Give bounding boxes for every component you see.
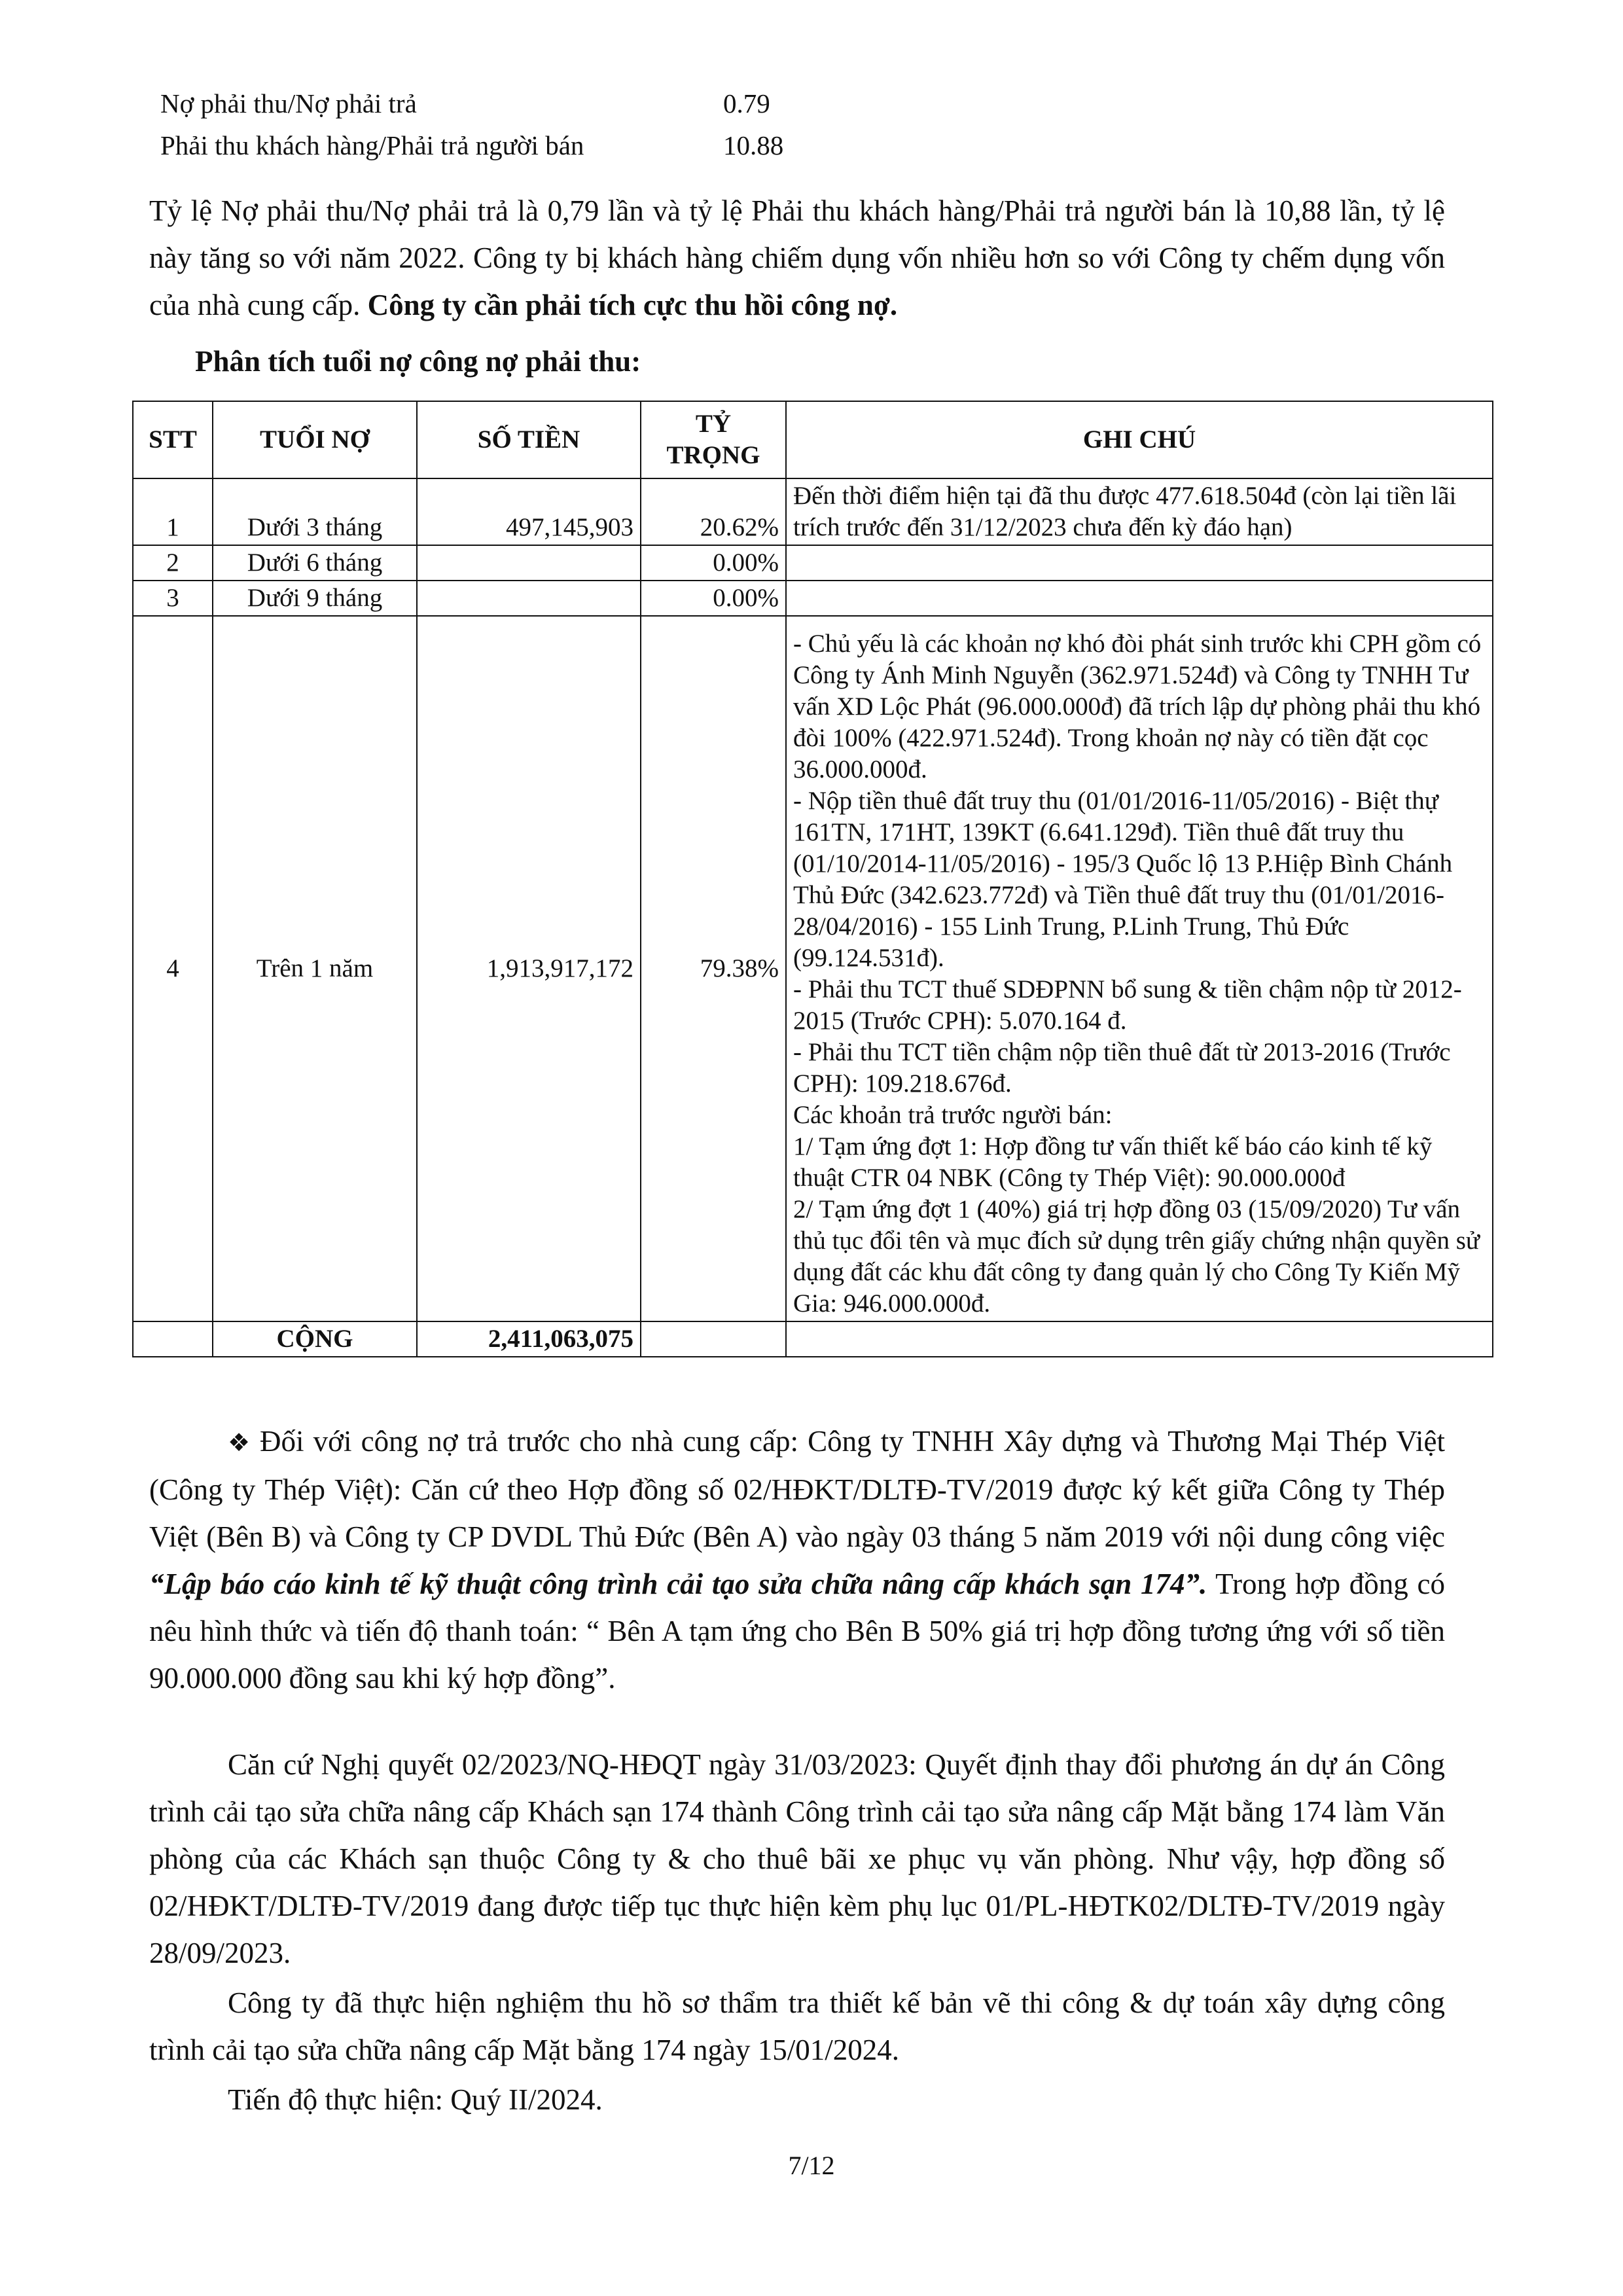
cell-weight: 0.00%	[641, 545, 786, 581]
cell-amount	[417, 581, 641, 616]
cell-weight: 20.62%	[641, 478, 786, 545]
cell-note	[786, 1321, 1493, 1357]
ratio-value: 0.79	[723, 88, 770, 118]
cell-note	[786, 545, 1493, 581]
cell-amount: 497,145,903	[417, 478, 641, 545]
table-row	[133, 616, 1493, 1321]
cell-weight: 79.38%	[641, 616, 786, 1321]
cell-age: Dưới 3 tháng	[213, 478, 417, 545]
table-row	[133, 581, 1493, 616]
total-label: CỘNG	[213, 1321, 417, 1357]
header-stt: STT	[133, 401, 213, 478]
table-row	[133, 478, 1493, 545]
diamond-bullet-icon: ❖	[228, 1428, 252, 1457]
cell-stt: 1	[133, 478, 213, 545]
header-amount: SỐ TIỀN	[417, 401, 641, 478]
intro-paragraph	[149, 187, 1445, 329]
ratio-label: Nợ phải thu/Nợ phải trả	[160, 88, 417, 118]
table-header-row	[133, 401, 1493, 478]
note-line: - Phải thu TCT thuế SDĐPNN bổ sung & tiền chậm nộp từ 2012-2015 (Trước CPH): 5.070.164 đ.	[793, 975, 1462, 1035]
header-age: TUỔI NỢ	[213, 401, 417, 478]
table-row	[133, 545, 1493, 581]
ratio-label: Phải thu khách hàng/Phải trả người bán	[160, 130, 584, 160]
body-paragraph: Tiến độ thực hiện: Quý II/2024.	[228, 2083, 603, 2116]
bullet-paragraph	[149, 1418, 1445, 1702]
note-line: 1/ Tạm ứng đợt 1: Hợp đồng tư vấn thiết kế báo cáo kinh tế kỹ thuật CTR 04 NBK (Công ty Thép Việt): 90.000.000đ	[793, 1132, 1433, 1192]
cell-note	[786, 616, 1493, 1321]
note-line: - Nộp tiền thuê đất truy thu (01/01/2016-11/05/2016) - Biệt thự 161TN, 171HT, 139KT (6.641.129đ). Tiền thuê đất truy thu (01/10/2014-11/05/2016) - 195/3 Quốc lộ 13 P.Hiệp Bình Chánh Thủ Đức (342.623.772đ) và Tiền thuê đất truy thu (01/01/2016-28/04/2016) - 155 Linh Trung, P.Linh Trung, Thủ Đức (99.124.531đ).	[793, 787, 1453, 972]
table-title: Phân tích tuổi nợ công nợ phải thu:	[195, 345, 641, 378]
cell-stt: 2	[133, 545, 213, 581]
ratio-value: 10.88	[723, 130, 784, 160]
intro-highlight: Công ty cần phải tích cực thu hồi công nợ.	[367, 289, 898, 321]
note-line: - Phải thu TCT tiền chậm nộp tiền thuê đất từ 2013-2016 (Trước CPH): 109.218.676đ.	[793, 1038, 1451, 1098]
note-line: 2/ Tạm ứng đợt 1 (40%) giá trị hợp đồng 03 (15/09/2020) Tư vấn thủ tục đổi tên và mục đích sử dụng trên giấy chứng nhận quyền sử dụng đất các khu đất công ty đang quản lý cho Công Ty Kiến Mỹ Gia: 946.000.000đ.	[793, 1195, 1480, 1318]
cell-note: Đến thời điểm hiện tại đã thu được 477.618.504đ (còn lại tiền lãi trích trước đến 31/12/2023 chưa đến kỳ đáo hạn)	[786, 478, 1493, 545]
cell-weight: 0.00%	[641, 581, 786, 616]
body-paragraph: Công ty đã thực hiện nghiệm thu hồ sơ thẩm tra thiết kế bản vẽ thi công & dự toán xây dựng công trình cải tạo sửa chữa nâng cấp Mặt bằng 174 ngày 15/01/2024.	[149, 1986, 1445, 2066]
cell-age: Dưới 6 tháng	[213, 545, 417, 581]
bullet-text: Trong hợp đồng có nêu hình thức và tiến độ thanh toán: “ Bên A tạm ứng cho Bên B 50% giá trị hợp đồng tương ứng với số tiền 90.000.000 đồng sau khi ký hợp đồng”.	[149, 1568, 1445, 1695]
cell-note	[786, 581, 1493, 616]
total-amount: 2,411,063,075	[417, 1321, 641, 1357]
cell-age: Trên 1 năm	[213, 616, 417, 1321]
cell-stt: 4	[133, 616, 213, 1321]
table-total-row	[133, 1321, 1493, 1357]
cell-age: Dưới 9 tháng	[213, 581, 417, 616]
bullet-italic-text: “Lập báo cáo kinh tế kỹ thuật công trình cải tạo sửa chữa nâng cấp khách sạn 174”.	[149, 1568, 1207, 1600]
body-paragraph: Căn cứ Nghị quyết 02/2023/NQ-HĐQT ngày 31/03/2023: Quyết định thay đổi phương án dự án Công trình cải tạo sửa chữa nâng cấp Khách sạn 174 thành Công trình cải tạo sửa nâng cấp Mặt bằng 174 làm Văn phòng của các Khách sạn thuộc Công ty & cho thuê bãi xe phục vụ văn phòng. Như vậy, hợp đồng số 02/HĐKT/DLTĐ-TV/2019 đang được tiếp tục thực hiện kèm phụ lục 01/PL-HĐTK02/DLTĐ-TV/2019 ngày 28/09/2023.	[149, 1748, 1445, 1969]
cell-stt: 3	[133, 581, 213, 616]
cell-amount: 1,913,917,172	[417, 616, 641, 1321]
cell-stt	[133, 1321, 213, 1357]
intro-text: Tỷ lệ Nợ phải thu/Nợ phải trả là 0,79 lần và tỷ lệ Phải thu khách hàng/Phải trả người bán là 10,88 lần, tỷ lệ này tăng so với năm 2022. Công ty bị khách hàng chiếm dụng vốn nhiều hơn so với Công ty chếm dụng vốn của nhà cung cấp.	[149, 194, 1445, 321]
debt-aging-table	[132, 401, 1493, 1357]
bullet-text: Đối với công nợ trả trước cho nhà cung cấp: Công ty TNHH Xây dựng và Thương Mại Thép Việt (Công ty Thép Việt): Căn cứ theo Hợp đồng số 02/HĐKT/DLTĐ-TV/2019 được ký kết giữa Công ty Thép Việt (Bên B) và Công ty CP DVDL Thủ Đức (Bên A) vào ngày 03 tháng 5 năm 2019 với nội dung công việc	[149, 1425, 1445, 1553]
note-line: Các khoản trả trước người bán:	[793, 1101, 1113, 1129]
header-weight: TỶ TRỌNG	[641, 401, 786, 478]
cell-weight	[641, 1321, 786, 1357]
header-note: GHI CHÚ	[786, 401, 1493, 478]
note-line: - Chủ yếu là các khoản nợ khó đòi phát sinh trước khi CPH gồm có Công ty Ánh Minh Nguyễn (362.971.524đ) và Công ty TNHH Tư vấn XD Lộc Phát (96.000.000đ) đã trích lập dự phòng phải thu khó đòi 100% (422.971.524đ). Trong khoản nợ này có tiền đặt cọc 36.000.000đ.	[793, 630, 1482, 783]
cell-amount	[417, 545, 641, 581]
page-number: 7/12	[788, 2151, 835, 2180]
